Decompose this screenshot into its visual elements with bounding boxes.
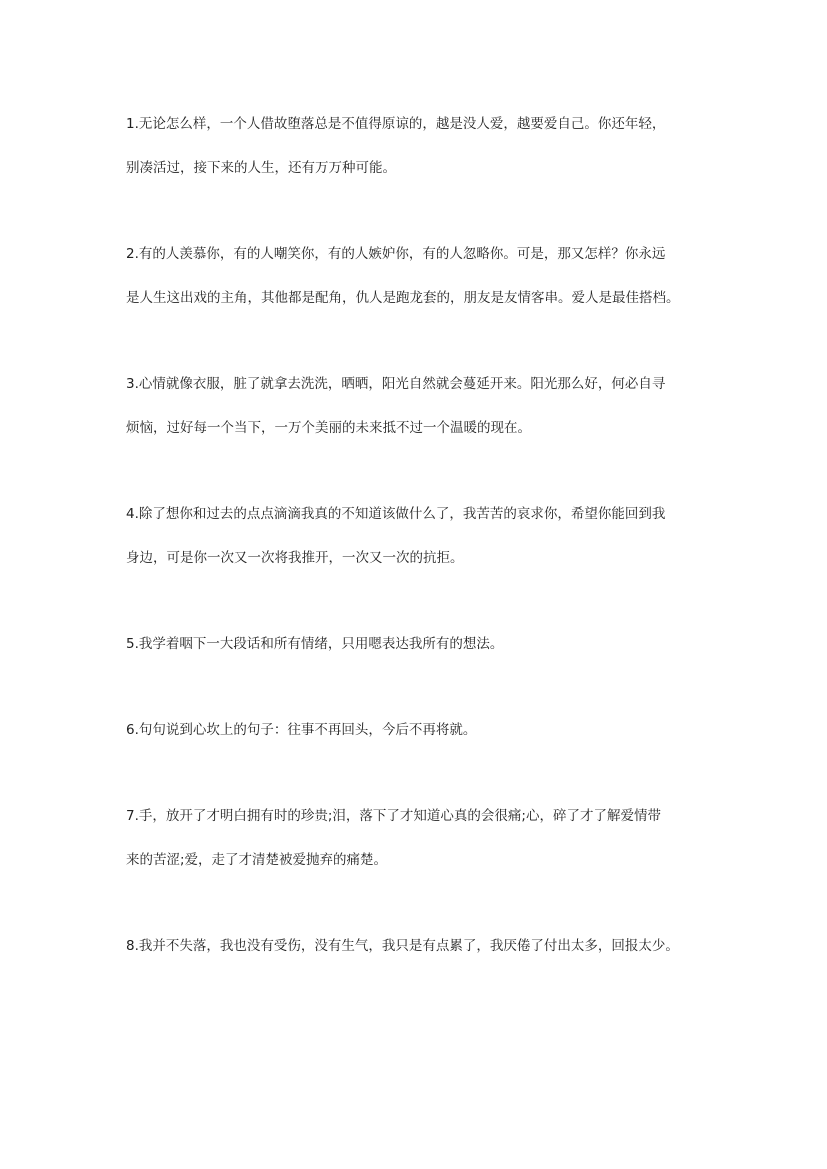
paragraph-3-line-2: 烦恼，过好每一个当下，一万个美丽的未来抵不过一个温暖的现在。 [126,420,531,436]
paragraph-7-line-1: 7.手，放开了才明白拥有时的珍贵;泪，落下了才知道心真的会很痛;心，碎了才了解爱情带 [126,808,661,824]
paragraph-2-line-1: 2.有的人羡慕你，有的人嘲笑你，有的人嫉妒你，有的人忽略你。可是，那又怎样？你永远 [126,246,666,262]
paragraph-6-line-1: 6.句句说到心坎上的句子：往事不再回头，今后不再将就。 [126,722,477,738]
paragraph-3-line-1: 3.心情就像衣服，脏了就拿去洗洗，晒晒，阳光自然就会蔓延开来。阳光那么好，何必自寻 [126,376,666,392]
paragraph-5-line-1: 5.我学着咽下一大段话和所有情绪，只用嗯表达我所有的想法。 [126,636,504,652]
paragraph-1-line-1: 1.无论怎么样，一个人借故堕落总是不值得原谅的，越是没人爱，越要爱自己。你还年轻， [126,116,666,132]
paragraph-7-line-2: 来的苦涩;爱，走了才清楚被爱抛弃的痛楚。 [126,852,388,868]
paragraph-1-line-2: 别凑活过，接下来的人生，还有万万种可能。 [126,160,396,176]
paragraph-4-line-1: 4.除了想你和过去的点点滴滴我真的不知道该做什么了，我苦苦的哀求你，希望你能回到我 [126,506,666,522]
paragraph-8-line-1: 8.我并不失落，我也没有受伤，没有生气，我只是有点累了，我厌倦了付出太多，回报太少。 [126,938,679,954]
paragraph-2-line-2: 是人生这出戏的主角，其他都是配角，仇人是跑龙套的，朋友是友情客串。爱人是最佳搭档。 [126,290,680,306]
paragraph-4-line-2: 身边，可是你一次又一次将我推开，一次又一次的抗拒。 [126,550,464,566]
